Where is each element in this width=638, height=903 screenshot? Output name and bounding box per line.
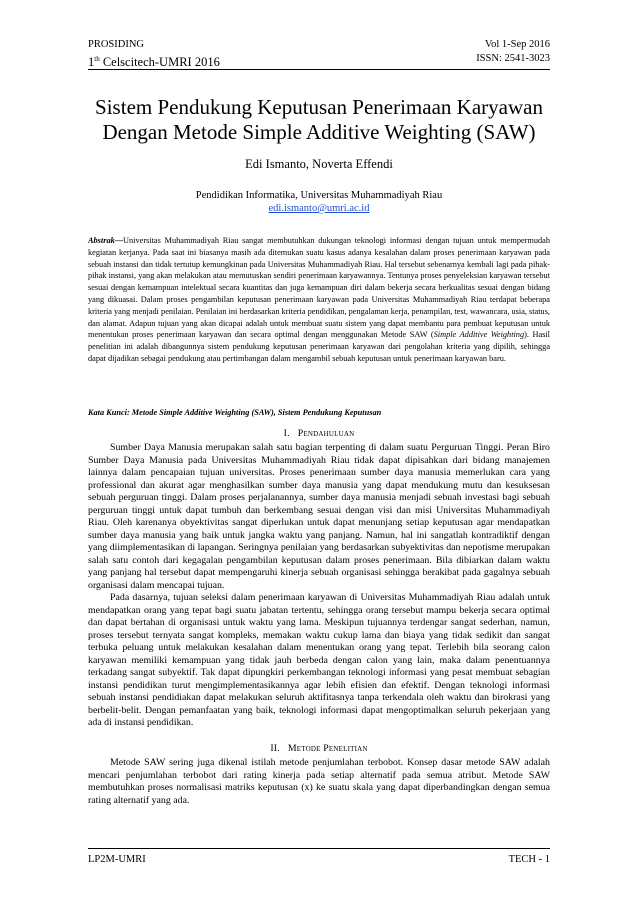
abstract-text-italic: Simple Additive Weighting xyxy=(433,330,525,340)
footer-publisher: LP2M-UMRI xyxy=(88,854,146,865)
footer-rule xyxy=(88,848,550,849)
abstract-label: Abstrak— xyxy=(88,236,124,245)
page-header xyxy=(88,38,550,69)
footer-page-number: TECH - 1 xyxy=(508,854,550,865)
page-footer xyxy=(88,848,550,867)
paper-title: Sistem Pendukung Keputusan Penerimaan Karyawan Dengan Metode Simple Additive Weighting (SAW) xyxy=(95,95,543,144)
abstract-text-1: Universitas Muhammadiyah Riau sangat membutuhkan dukungan teknologi informasi dengan tujuan untuk mempermudah kegiatan kerjanya. Pada saat ini biasanya masih ada ditemukan suatu kasus adanya kesalahan dalam proses penerimaan karyawan pada sebuah instansi dan tidak tertutup kemungkinan pada Universitas Muhammadiyah Riau. Hal tersebut sebenarnya kembali lagi pada pihak-pihak instansi, yang akan melakukan atau memutuskan sendiri penerimaan karyawannya. Tentunya proses penyeleksian karyawan tersebut sesuai dengan kemampuan intelektual secara kuantitas dan juga kemampuan diri dalam bekerja secara berkualitas sesuai dengan bidang yang dikuasai. Dalam proses pengambilan keputusan penerimaan karyawan pada Universitas Muhammadiyah Riau terdapat beberapa kriteria yang menjadi penilaian. Penilaian ini berdasarkan kriteria pendidikan, pengalaman kerja, penampilan, test, wawancara, usia, status, dan alamat. Adapun tujuan yang akan dicapai adalah untuk membuat suatu sistem yang dapat membantu para pembuat keputusan untuk menentukan proses penerimaan karyawan dan secara optimal dengan menggunakan Metode SAW ( xyxy=(88,236,550,340)
abstract-text-2: ). Hasil penelitian ini adalah dibangunnya sistem pendukung keputusan penerimaan karyawan dari pengolahan kriteria yang dipilih, sehingga dapat dijadikan sebagai pendukung atau pertimbangan dalam mengambil sebuah keputusan untuk penerimaan karyawan baru. xyxy=(88,330,550,363)
paragraph: Pada dasarnya, tujuan seleksi dalam penerimaan karyawan di Universitas Muhammadiyah Riau adalah untuk mendapatkan orang yang tepat bagi suatu jabatan tertentu, sehingga orang tersebut mampu bekerja secara optimal dan dapat bertahan di organisasi untuk waktu yang lama. Meskipun tujuannya terdengar sangat sederhan, namun, proses tersebut ternyata sangat kompleks, memakan waktu cukup lama dan biaya yang tidak sedikit dan sangat terbuka peluang untuk melakukan kesalahan dalam menentukan orang yang tepat. Terlebih bila seorang calon karyawan memiliki kemampuan yang tidak jauh berbeda dengan calon yang lain, maka dalam penentuannya terkadang sangat subyektif. Tak dapat dipungkiri perkembangan teknologi informasi yang pesat membuat sebagian instansi pendidikan turut mengimplementasikannya agar lebih efisien dan efektif. Dengan teknologi informasi sebuah instansi pendidiakan dapat melakukan seluruh aktifitasnya tanpa terkendala oleh waktu dan birokrasi yang berbelit-belit. Dengan pemanfaatan yang baik, teknologi informasi dapat mengoptimalkan seluruh pekerjaan yang ada di instansi pendidikan. xyxy=(88,592,550,728)
affiliation-text: Pendidikan Informatika, Universitas Muhammadiyah Riau xyxy=(195,190,443,201)
keywords: Kata Kunci: Metode Simple Additive Weighting (SAW), Sistem Pendukung Keputusan xyxy=(88,408,382,417)
header-volume: Vol 1-Sep 2016 xyxy=(484,39,550,50)
abstract xyxy=(88,235,550,365)
paper-affiliation xyxy=(88,189,550,215)
header-conference: 1th Celscitech-UMRI 2016 xyxy=(88,55,220,70)
author-email-link[interactable]: edi.ismanto@umri.ac.id xyxy=(268,203,370,214)
paragraph: Sumber Daya Manusia merupakan salah satu bagian terpenting di dalam suatu Perguruan Tinggi. Peran Biro Sumber Daya Manusia pada Universitas Muhammadiyah Riau tidak dapat dipisahkan dari bidang manajemen lainnya dalam pencapaian tujuan universitas. Proses penerimaan sumber daya manusia memerlukan cara yang professional dan akurat agar menghasilkan sumber daya manusia yang dapat mendukung mutu dan kesuksesan sebuah perguruan tinggi. Dalam proses perjalanannya, sumber daya manusia menjadi sebuah investasi bagi sebuah perguruan tinggi untuk dapat tumbuh dan berkembang sesuai dengan visi dan misi Universitas Muhammadiyah Riau. Oleh karenanya obyektivitas sangat diperlukan untuk dapat menunjang setiap keputusan agar mendapatkan sumber daya manusia yang baik untuk jangka waktu yang panjang. Namun, hal ini sangatlah kontradiktif dengan yang diimplementasikan di lapangan. Seringnya penilaian yang berdasarkan subyektivitas dan nepotisme merupakan salah satu contoh dari kegagalan pengambilan keputusan dalam proses penerimaan. Bila dibiarkan dalam waktu yang panjang hal tersebut dapat mempengaruhi kinerja sebuah organisasi sehingga berakibat pada gagalnya sebuah organisasi dalam mencapai tujuan. xyxy=(88,442,550,591)
header-issn: ISSN: 2541-3023 xyxy=(476,53,550,64)
section-heading-2: II. Metode Penelitian xyxy=(270,743,368,754)
paragraph: Metode SAW sering juga dikenal istilah metode penjumlahan terbobot. Konsep dasar metode SAW adalah mencari penjumlahan terbobot dari rating kinerja pada setiap alternatif pada semua atribut. Metode SAW membutuhkan proses normalisasi matriks keputusan (x) ke suatu skala yang dapat diperbandingkan dengan semua rating alternatif yang ada. xyxy=(88,757,550,806)
header-rule xyxy=(88,69,550,70)
section-heading-1: I. Pendahuluan xyxy=(283,428,355,439)
header-proceedings: PROSIDING xyxy=(88,39,145,50)
paper-authors: Edi Ismanto, Noverta Effendi xyxy=(245,157,393,171)
section-1-body xyxy=(88,442,550,730)
section-2-body xyxy=(88,757,550,807)
